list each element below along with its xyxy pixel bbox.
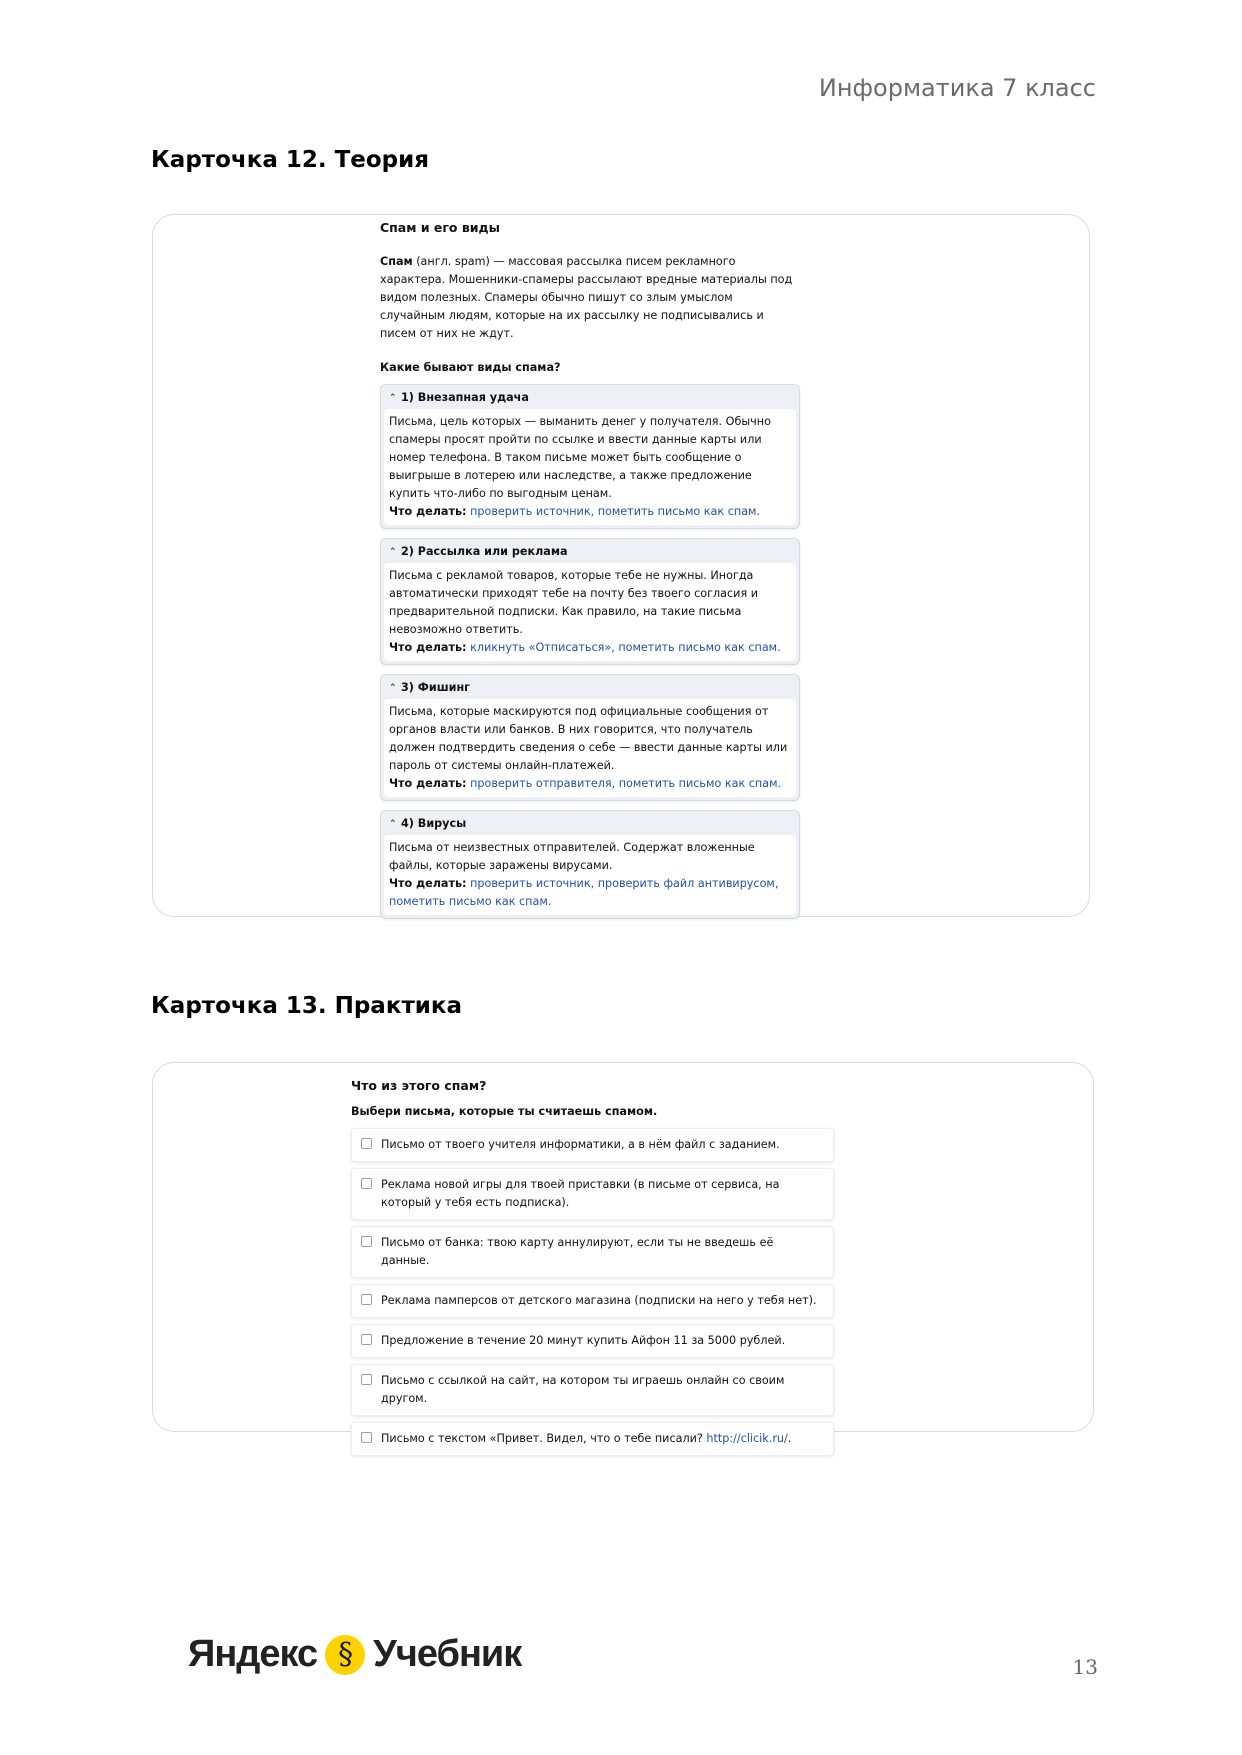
accordion-sudden-luck[interactable] bbox=[380, 384, 800, 529]
theory-content bbox=[380, 220, 800, 928]
checkbox[interactable] bbox=[361, 1334, 372, 1345]
option-text: Письмо с ссылкой на сайт, на котором ты играешь онлайн со своим другом. bbox=[381, 1374, 785, 1405]
option-text: Реклама памперсов от детского магазина (подписки на него у тебя нет). bbox=[381, 1294, 817, 1307]
option-text-tail: . bbox=[787, 1432, 792, 1445]
accordion-title: 2) Рассылка или реклама bbox=[401, 545, 568, 558]
accordion-text: Письма, цель которых — выманить денег у получателя. Обычно спамеры просят пройти по ссылке и ввести данные карты или номер телефона. В таком письме может быть сообщение о выигрыше в лотерею или наследстве, а также предложение купить что-либо по выгодным ценам. bbox=[389, 415, 771, 500]
accordion-header[interactable] bbox=[384, 815, 796, 835]
logo-text-right: Учебник bbox=[373, 1633, 522, 1675]
answer-option[interactable] bbox=[351, 1284, 834, 1318]
logo-text-left: Яндекс bbox=[188, 1633, 318, 1675]
accordion-todo bbox=[389, 639, 791, 657]
accordion-title: 4) Вирусы bbox=[401, 817, 467, 830]
todo-label: Что делать: bbox=[389, 641, 467, 654]
accordion-text: Письма, которые маскируются под официальные сообщения от органов власти или банков. В них говорится, что получатель должен подтвердить сведения о себе — ввести данные карты или пароль от системы онлайн-платежей. bbox=[389, 705, 788, 772]
practice-instruction: Выбери письма, которые ты считаешь спамом. bbox=[351, 1105, 658, 1118]
intro-term: Спам bbox=[380, 255, 413, 268]
answer-option[interactable] bbox=[351, 1168, 834, 1220]
logo-mark-glyph: § bbox=[338, 1636, 353, 1672]
theory-intro bbox=[380, 253, 800, 343]
todo-label: Что делать: bbox=[389, 777, 467, 790]
option-link[interactable]: http://clicik.ru/ bbox=[706, 1432, 788, 1445]
accordion-title: 1) Внезапная удача bbox=[401, 391, 529, 404]
chevron-up-icon[interactable]: ⌃ bbox=[389, 682, 397, 693]
todo-label: Что делать: bbox=[389, 505, 467, 518]
chevron-up-icon[interactable]: ⌃ bbox=[389, 818, 397, 829]
todo-action: проверить отправителя, пометить письмо как спам. bbox=[466, 777, 782, 790]
accordion-text: Письма с рекламой товаров, которые тебе не нужны. Иногда автоматически приходят тебе на почту без твоего согласия и предварительной подписки. Как правило, на такие письма невозможно ответить. bbox=[389, 569, 759, 636]
card13-title: Карточка 13. Практика bbox=[151, 993, 463, 1019]
intro-text: (англ. spam) — массовая рассылка писем рекламного характера. Мошенники-спамеры рассылают вредные материалы под видом полезных. Спамеры обычно пишут со злым умыслом случайным людям, которые на их рассылку не подписывались и писем от них не ждут. bbox=[380, 255, 793, 340]
accordion-body bbox=[384, 563, 796, 661]
accordion-mailing-ads[interactable] bbox=[380, 538, 800, 665]
accordion-header[interactable] bbox=[384, 543, 796, 563]
chevron-up-icon[interactable]: ⌃ bbox=[389, 546, 397, 557]
todo-action: кликнуть «Отписаться», пометить письмо как спам. bbox=[466, 641, 781, 654]
checkbox[interactable] bbox=[361, 1294, 372, 1305]
page-number: 13 bbox=[1072, 1655, 1098, 1679]
checkbox[interactable] bbox=[361, 1178, 372, 1189]
accordion-todo bbox=[389, 503, 791, 521]
todo-action: проверить источник, проверить файл антивирусом, пометить письмо как спам. bbox=[389, 877, 779, 908]
accordion-header[interactable] bbox=[384, 389, 796, 409]
yandex-uchebnik-logo bbox=[188, 1633, 521, 1676]
option-text: Предложение в течение 20 минут купить Айфон 11 за 5000 рублей. bbox=[381, 1334, 786, 1347]
checkbox[interactable] bbox=[361, 1432, 372, 1443]
answer-option[interactable] bbox=[351, 1226, 834, 1278]
accordion-phishing[interactable] bbox=[380, 674, 800, 801]
answer-option[interactable] bbox=[351, 1324, 834, 1358]
checkbox[interactable] bbox=[361, 1374, 372, 1385]
answer-option[interactable] bbox=[351, 1364, 834, 1416]
practice-content bbox=[351, 1078, 834, 1462]
accordion-title: 3) Фишинг bbox=[401, 681, 471, 694]
accordion-todo bbox=[389, 875, 791, 911]
answer-option[interactable] bbox=[351, 1128, 834, 1162]
accordion-viruses[interactable] bbox=[380, 810, 800, 919]
accordion-header[interactable] bbox=[384, 679, 796, 699]
answer-option[interactable] bbox=[351, 1422, 834, 1456]
practice-question: Что из этого спам? bbox=[351, 1078, 487, 1093]
theory-heading: Спам и его виды bbox=[380, 220, 500, 235]
checkbox[interactable] bbox=[361, 1138, 372, 1149]
todo-action: проверить источник, пометить письмо как спам. bbox=[466, 505, 761, 518]
todo-label: Что делать: bbox=[389, 877, 467, 890]
paragraph-sign-icon bbox=[325, 1635, 365, 1675]
accordion-body bbox=[384, 699, 796, 797]
option-text: Письмо с текстом «Привет. Видел, что о тебе писали? bbox=[381, 1432, 707, 1445]
accordion-body bbox=[384, 835, 796, 915]
checkbox[interactable] bbox=[361, 1236, 372, 1247]
option-text: Письмо от банка: твою карту аннулируют, если ты не введешь её данные. bbox=[381, 1236, 774, 1267]
option-text: Реклама новой игры для твоей приставки (в письме от сервиса, на который у тебя есть подписка). bbox=[381, 1178, 780, 1209]
accordion-body bbox=[384, 409, 796, 525]
accordion-todo bbox=[389, 775, 791, 793]
accordion-text: Письма от неизвестных отправителей. Содержат вложенные файлы, которые заражены вирусами. bbox=[389, 841, 755, 872]
card12-title: Карточка 12. Теория bbox=[151, 147, 430, 173]
chevron-up-icon[interactable]: ⌃ bbox=[389, 392, 397, 403]
header-subject: Информатика 7 класс bbox=[818, 74, 1096, 102]
option-text: Письмо от твоего учителя информатики, а в нём файл с заданием. bbox=[381, 1138, 780, 1151]
theory-subheading: Какие бывают виды спама? bbox=[380, 361, 561, 374]
